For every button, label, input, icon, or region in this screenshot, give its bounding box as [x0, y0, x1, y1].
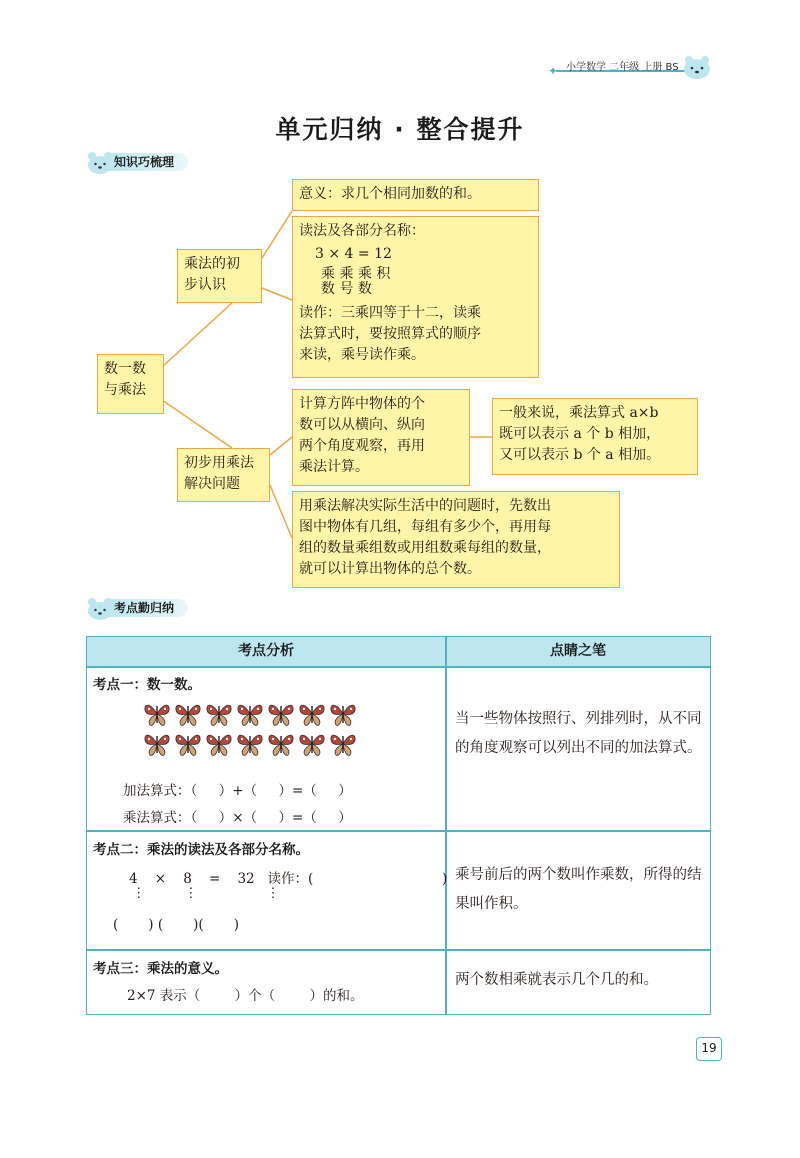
butterfly-icon [267, 731, 295, 757]
butterfly-icon [329, 731, 357, 757]
row-divider [87, 949, 710, 951]
exam-points-table [86, 636, 711, 1015]
exam-point-tip: 两个数相乘就表示几个几的和。 [455, 972, 658, 988]
butterfly-icon [236, 731, 264, 757]
row-divider [87, 830, 710, 832]
meaning-formula: 2×7 表示（ ）个（ ）的和。 [127, 988, 364, 1004]
exam-point-title: 考点一：数一数。 [93, 677, 201, 693]
butterfly-icon [143, 731, 171, 757]
concept-branch-line: 解决问题 [184, 476, 240, 492]
butterfly-icon [143, 701, 171, 727]
addition-formula: 加法算式：（ ）+（ ）=（ ） [123, 783, 352, 799]
book-label: 小学数学 二年级 上册 BS [566, 62, 679, 73]
concept-solve [292, 491, 620, 588]
array-line: 乘法计算。 [299, 459, 369, 475]
solve-line: 用乘法解决实际生活中的问题时，先数出 [299, 498, 551, 514]
exam-point-title: 考点三：乘法的意义。 [93, 961, 228, 977]
concept-branch-solve [177, 448, 270, 502]
solve-line: 组的数量乘组数或用组数乘每组的数量， [299, 540, 551, 556]
reading-dots: ⋮ ⋮ ⋮ [132, 885, 280, 901]
concept-branch-line: 步认识 [184, 277, 226, 293]
reading-blanks: ( ) ( )( ) [113, 917, 240, 933]
general-line: 又可以表示 b 个 a 相加。 [499, 447, 661, 463]
section-label: 考点勤归纳 [108, 599, 188, 617]
butterfly-icon [205, 731, 233, 757]
section-tag-exam [86, 596, 188, 620]
concept-root [97, 354, 164, 414]
butterfly-icon [267, 701, 295, 727]
concept-branch-line: 乘法的初 [184, 256, 240, 272]
concept-root-line: 数一数 [104, 361, 146, 377]
butterfly-icon [205, 701, 233, 727]
reading-line: 来读，乘号读作乘。 [299, 347, 425, 363]
column-divider [445, 637, 447, 1014]
solve-line: 图中物体有几组，每组有多少个，再用每 [299, 519, 551, 535]
general-line: 既可以表示 a 个 b 相加， [499, 426, 661, 442]
butterfly-icon [236, 701, 264, 727]
section-label: 知识巧梳理 [108, 153, 188, 171]
exam-point-tip: 当一些物体按照行、列排列时，从不同的角度观察可以列出不同的加法算式。 [455, 711, 702, 756]
concept-meaning-text: 意义：求几个相同加数的和。 [299, 186, 481, 202]
concept-array [292, 389, 470, 486]
reading-parts: 数 号 数 [321, 281, 372, 297]
concept-reading [292, 216, 539, 378]
concept-general [492, 398, 698, 475]
butterfly-array [143, 701, 360, 757]
array-line: 数可以从横向、纵向 [299, 417, 425, 433]
butterfly-icon [298, 701, 326, 727]
butterfly-icon [298, 731, 326, 757]
concept-branch-basic [177, 249, 262, 303]
reading-line: 读作：三乘四等于十二，读乘 [299, 305, 481, 321]
reading-equation: 3 × 4 = 12 [315, 246, 392, 262]
reading-line: 法算式时，要按照算式的顺序 [299, 326, 481, 342]
concept-branch-line: 初步用乘法 [184, 455, 254, 471]
column-header-tips: 点睛之笔 [446, 637, 710, 666]
star-icon: ✦ [548, 64, 559, 78]
exam-point-tip: 乘号前后的两个数叫作乘数，所得的结果叫作积。 [455, 867, 702, 912]
concept-meaning [292, 179, 539, 211]
page-number: 19 [696, 1037, 722, 1061]
array-line: 两个角度观察，再用 [299, 438, 425, 454]
general-line: 一般来说，乘法算式 a×b [499, 405, 659, 421]
reading-equation-exercise: 4 × 8 = 32 读作：( ) [129, 871, 448, 887]
reading-heading: 读法及各部分名称： [299, 223, 425, 239]
multiplication-formula: 乘法算式：（ ）×（ ）=（ ） [123, 810, 352, 826]
butterfly-icon [329, 701, 357, 727]
solve-line: 就可以计算出物体的总个数。 [299, 561, 481, 577]
page-title: 单元归纳 · 整合提升 [275, 115, 525, 144]
reading-parts: 乘 乘 乘 积 [321, 266, 391, 282]
concept-root-line: 与乘法 [104, 382, 146, 398]
column-header-analysis: 考点分析 [87, 637, 445, 666]
butterfly-icon [174, 701, 202, 727]
butterfly-icon [174, 731, 202, 757]
row-divider [87, 666, 710, 668]
array-line: 计算方阵中物体的个 [299, 396, 425, 412]
exam-point-title: 考点二：乘法的读法及各部分名称。 [93, 842, 309, 858]
